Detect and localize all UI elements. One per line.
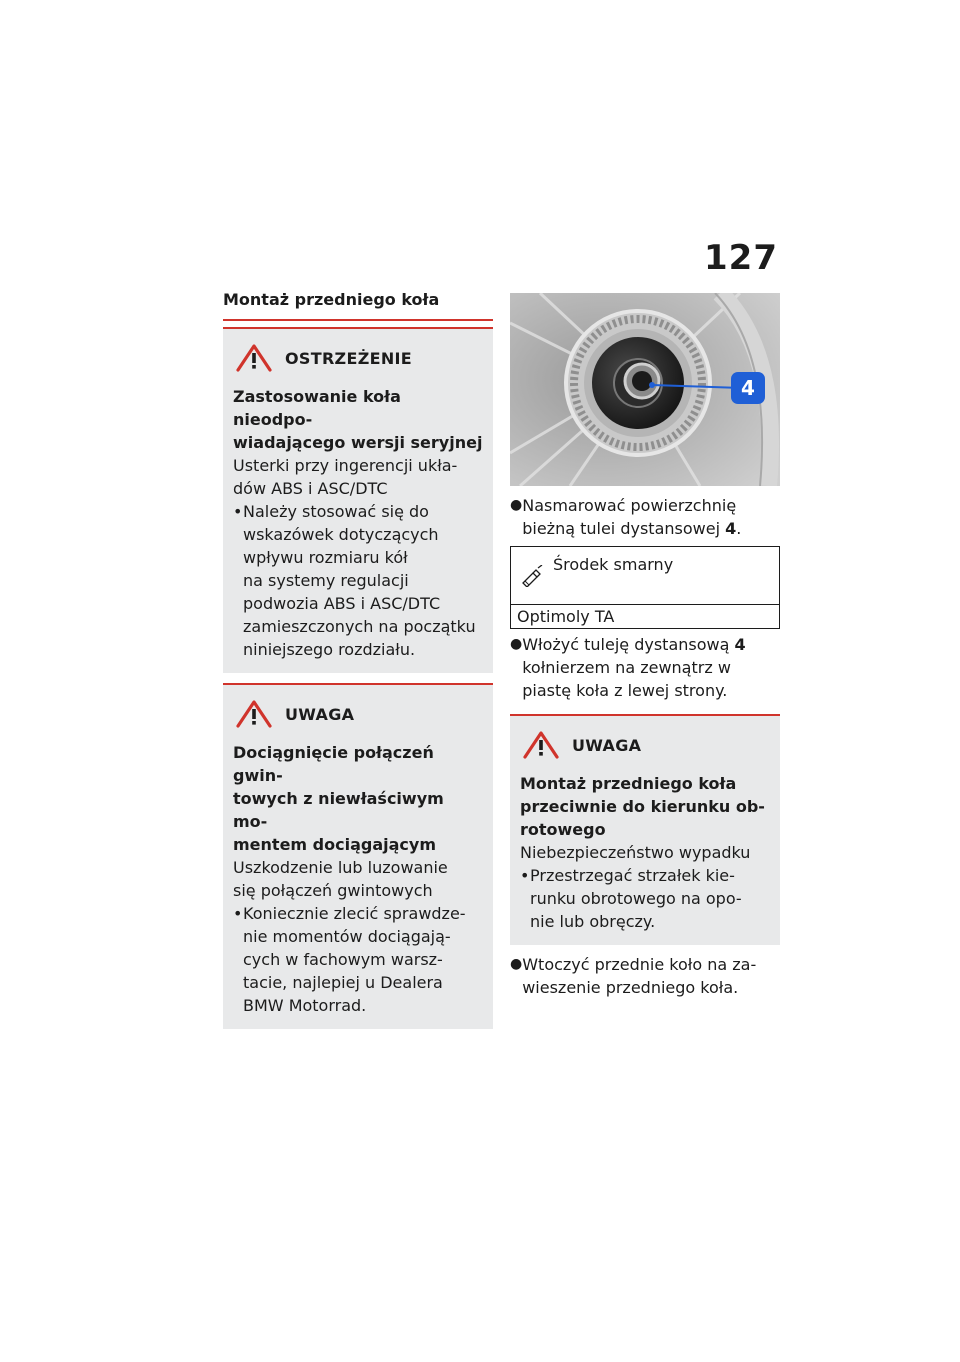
step-item bbox=[510, 633, 780, 702]
step-line: wieszenie przedniego koła. bbox=[522, 978, 739, 997]
bullet-line: tacie, najlepiej u Dealera bbox=[243, 973, 443, 992]
step-line: piastę koła z lewej strony. bbox=[522, 681, 728, 700]
lubricant-header bbox=[511, 547, 779, 605]
step-item bbox=[510, 494, 780, 540]
bullet-line: runku obrotowego na opo- bbox=[530, 889, 742, 908]
part-reference: 4 bbox=[734, 635, 746, 654]
bullet-line: zamieszczonych na początku bbox=[243, 617, 476, 636]
bullet-line: nie momentów dociągają- bbox=[243, 927, 451, 946]
step-item bbox=[510, 953, 780, 999]
bullet-line: cych w fachowym warsz- bbox=[243, 950, 443, 969]
bullet-line: wpływu rozmiaru kół bbox=[243, 548, 408, 567]
bullet-line: na systemy regulacji bbox=[243, 571, 409, 590]
caution-bullet bbox=[233, 902, 483, 1017]
step-line bbox=[522, 517, 741, 540]
warning-triangle-icon bbox=[235, 343, 273, 373]
step-bullet: ● bbox=[510, 956, 523, 972]
step-line-suffix: . bbox=[736, 519, 742, 538]
warning-text-line: Usterki przy ingerencji ukła- bbox=[233, 456, 458, 475]
grease-tube-icon bbox=[519, 565, 543, 587]
bullet-dot: • bbox=[233, 502, 243, 521]
step-bullet: ● bbox=[510, 497, 523, 513]
step-line-text: bieżną tulei dystansowej bbox=[522, 519, 726, 538]
bullet-dot: • bbox=[520, 866, 530, 885]
warning-text-line: dów ABS i ASC/DTC bbox=[233, 479, 388, 498]
step-bullet: ● bbox=[510, 636, 523, 652]
caution-box bbox=[223, 683, 493, 1029]
bullet-line: niniejszego rozdziału. bbox=[243, 640, 416, 659]
lubricant-table bbox=[510, 546, 780, 629]
photo-callout-number: 4 bbox=[741, 376, 755, 400]
step-line: kołnierzem na zewnątrz w bbox=[522, 658, 731, 677]
warning-triangle-icon bbox=[522, 730, 560, 760]
caution-heading-line: Dociągnięcie połączeń gwin- bbox=[233, 743, 434, 785]
caution-heading-line: rotowego bbox=[520, 820, 606, 839]
caution-heading-line: towych z niewłaściwym mo- bbox=[233, 789, 444, 831]
step-line: Wtoczyć przednie koło na za- bbox=[522, 955, 757, 974]
caution-bullet bbox=[520, 864, 770, 933]
step-line: Nasmarować powierzchnię bbox=[522, 496, 737, 515]
bullet-line: podwozia ABS i ASC/DTC bbox=[243, 594, 441, 613]
caution-text-line: się połączeń gwintowych bbox=[233, 881, 433, 900]
part-reference: 4 bbox=[725, 519, 737, 538]
warning-triangle-icon bbox=[235, 699, 273, 729]
warning-heading-line: wiadającego wersji seryjnej bbox=[233, 433, 483, 452]
bullet-dot: • bbox=[233, 904, 243, 923]
warning-bullet bbox=[233, 500, 483, 661]
caution-label: UWAGA bbox=[285, 704, 355, 724]
page-number: 127 bbox=[704, 238, 778, 278]
lubricant-value: Optimoly TA bbox=[517, 607, 615, 626]
bullet-line: Należy stosować się do bbox=[243, 502, 429, 521]
right-column bbox=[510, 293, 780, 999]
bullet-line: BMW Motorrad. bbox=[243, 996, 367, 1015]
caution-text-line: Uszkodzenie lub luzowanie bbox=[233, 858, 448, 877]
caution-heading-line: przeciwnie do kierunku ob- bbox=[520, 797, 765, 816]
wheel-hub-photo bbox=[510, 293, 780, 486]
caution-box bbox=[510, 714, 780, 945]
section-title: Montaż przedniego koła bbox=[223, 290, 493, 321]
caution-label: UWAGA bbox=[572, 735, 642, 755]
bullet-line: Przestrzegać strzałek kie- bbox=[530, 866, 735, 885]
warning-heading-line: Zastosowanie koła nieodpo- bbox=[233, 387, 401, 429]
caution-text-line: Niebezpieczeństwo wypadku bbox=[520, 843, 751, 862]
bullet-line: Koniecznie zlecić sprawdze- bbox=[243, 904, 466, 923]
caution-heading-line: mentem dociągającym bbox=[233, 835, 436, 854]
lubricant-title: Środek smarny bbox=[553, 555, 674, 574]
left-column bbox=[223, 290, 493, 1029]
warning-box bbox=[223, 327, 493, 673]
bullet-line: wskazówek dotyczących bbox=[243, 525, 439, 544]
warning-label: OSTRZEŻENIE bbox=[285, 348, 412, 368]
bullet-line: nie lub obręczy. bbox=[530, 912, 656, 931]
step-line-text: Włożyć tuleję dystansową bbox=[522, 635, 735, 654]
step-line bbox=[522, 633, 745, 656]
caution-heading-line: Montaż przedniego koła bbox=[520, 774, 737, 793]
